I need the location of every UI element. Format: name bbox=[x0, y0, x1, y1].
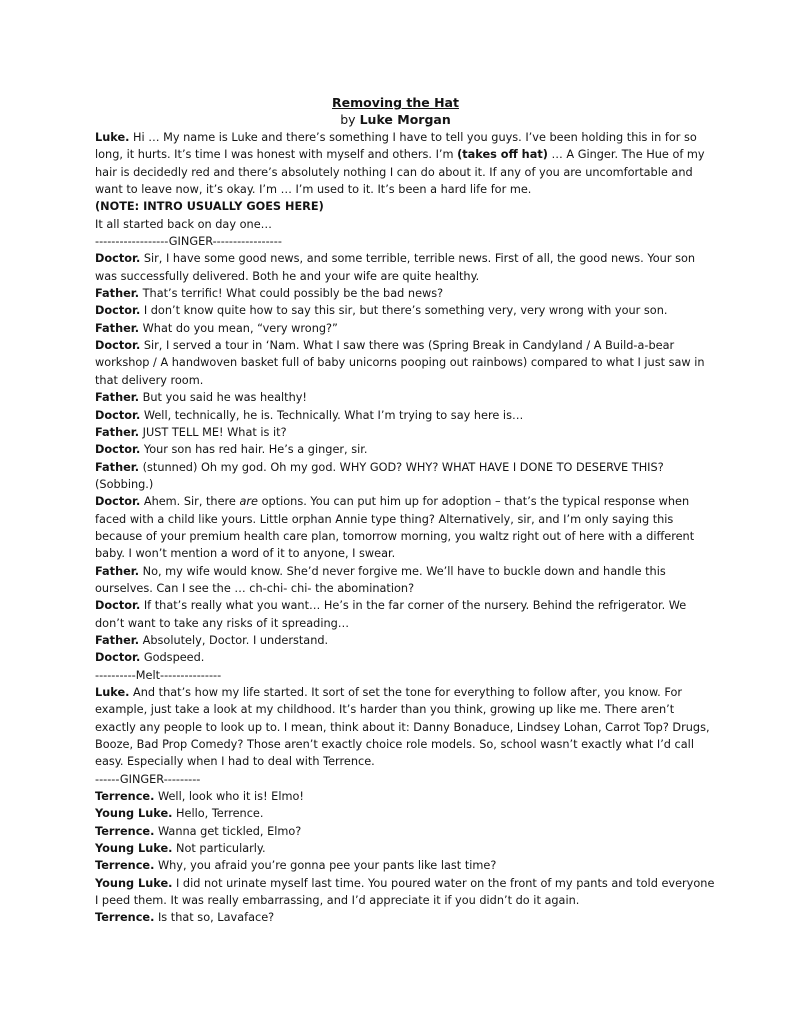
speaker-name: Doctor. bbox=[95, 304, 141, 318]
speaker-name: Young Luke. bbox=[95, 807, 173, 821]
speaker-name: Father. bbox=[95, 391, 140, 405]
script-line bbox=[95, 788, 717, 805]
dialogue-text: ------------------GINGER----------------- bbox=[95, 235, 282, 249]
script-line bbox=[95, 459, 717, 494]
script-line bbox=[95, 857, 717, 874]
dialogue-text: Is that so, Lavaface? bbox=[154, 911, 275, 925]
dialogue-text: Sir, I have some good news, and some terrible, terrible news. First of all, the good news. Your son was successfully delivered. Both he and your wife are quite healthy. bbox=[95, 252, 696, 283]
speaker-name: Young Luke. bbox=[95, 842, 173, 856]
script-line bbox=[95, 909, 717, 926]
script-line bbox=[95, 302, 717, 319]
dialogue-text: Hello, Terrence. bbox=[172, 807, 264, 821]
speaker-name: Terrence. bbox=[95, 911, 155, 925]
dialogue-text: And that’s how my life started. It sort of set the tone for everything to follow after, you know. For example, just take a look at my childhood. It’s harder than you think, growing up like me. There aren’t exactly any people to look up to. I mean, think about it: Danny Bonaduce, Lindsey Lohan, Carrot Top? Drugs, Booze, Bad Prop Comedy? Those aren’t exactly choice role models. So, school wasn’t exactly what I’d call easy. Especially when I had to deal with Terrence. bbox=[95, 686, 710, 769]
speaker-name: Doctor. bbox=[95, 408, 141, 422]
script-line bbox=[95, 389, 717, 406]
script-line bbox=[95, 771, 717, 788]
script-line bbox=[95, 250, 717, 285]
script-line bbox=[95, 285, 717, 302]
stage-direction: (takes off hat) bbox=[457, 148, 548, 162]
script-line bbox=[95, 407, 717, 424]
script-line bbox=[95, 233, 717, 250]
dialogue-text: Ahem. Sir, there bbox=[140, 495, 240, 509]
script-line bbox=[95, 216, 717, 233]
script-line bbox=[95, 337, 717, 389]
speaker-name: Father. bbox=[95, 564, 140, 578]
dialogue-text: I don’t know quite how to say this sir, but there’s something very, very wrong with your son. bbox=[140, 304, 668, 318]
speaker-name: Father. bbox=[95, 425, 140, 439]
emphasis-text: are bbox=[239, 495, 259, 509]
script-line bbox=[95, 563, 717, 598]
speaker-name: Father. bbox=[95, 321, 140, 335]
script-line bbox=[95, 632, 717, 649]
script-line bbox=[95, 129, 717, 198]
dialogue-text: I did not urinate myself last time. You poured water on the front of my pants and told everyone I peed them. It was really embarrassing, and I’d appreciate it if you didn’t do it again. bbox=[95, 876, 715, 908]
speaker-name: Doctor. bbox=[95, 443, 141, 457]
dialogue-text-continued: … A Ginger. The Hue of my hair is decidedly red and there’s absolutely nothing I can do about it. If any of you are uncomfortable and want to leave now, it’s okay. I’m … I’m used to it. It’s been a hard life for me. bbox=[95, 148, 705, 197]
speaker-name: Luke. bbox=[95, 686, 130, 699]
script-line bbox=[95, 597, 717, 632]
speaker-name: Father. bbox=[95, 460, 140, 474]
script-line bbox=[95, 875, 717, 910]
speaker-name: Young Luke. bbox=[95, 876, 173, 890]
byline bbox=[0, 112, 791, 128]
dialogue-text: Why, you afraid you’re gonna pee your pants like last time? bbox=[154, 859, 497, 873]
speaker-name: Doctor. bbox=[95, 651, 141, 665]
speaker-name: Doctor. bbox=[95, 599, 141, 613]
dialogue-text: JUST TELL ME! What is it? bbox=[139, 425, 287, 439]
script-line bbox=[95, 667, 717, 684]
script-line bbox=[95, 320, 717, 337]
speaker-name: Terrence. bbox=[95, 790, 155, 804]
dialogue-text: Godspeed. bbox=[140, 651, 205, 665]
dialogue-text: Hi … My name is Luke and there’s something I have to tell you guys. I’ve been holding this in for so long, it hurts. It’s time I was honest with myself and others. I’m bbox=[95, 131, 697, 162]
dialogue-text: Your son has red hair. He’s a ginger, sir. bbox=[140, 443, 368, 457]
dialogue-text: It all started back on day one… bbox=[95, 217, 272, 231]
speaker-name: Doctor. bbox=[95, 339, 141, 353]
script-line bbox=[95, 840, 717, 857]
dialogue-text: That’s terrific! What could possibly be the bad news? bbox=[139, 287, 444, 301]
dialogue-text: What do you mean, “very wrong?” bbox=[139, 321, 338, 335]
script-line bbox=[95, 823, 717, 840]
speaker-name: Terrence. bbox=[95, 859, 155, 873]
dialogue-text: ----------Melt--------------- bbox=[95, 668, 222, 682]
dialogue-text: No, my wife would know. She’d never forgive me. We’ll have to buckle down and handle this ourselves. Can I see the … ch-chi- chi- the abomination? bbox=[95, 564, 666, 595]
script-line bbox=[95, 441, 717, 458]
speaker-name: Father. bbox=[95, 287, 140, 301]
dialogue-text: Well, look who it is! Elmo! bbox=[154, 790, 304, 804]
dialogue-text: ------GINGER--------- bbox=[95, 772, 201, 786]
dialogue-text: (stunned) Oh my god. Oh my god. WHY GOD? WHY? WHAT HAVE I DONE TO DESERVE THIS? (Sobbing.) bbox=[95, 460, 664, 491]
dialogue-text-continued: options. You can put him up for adoption – that’s the typical response when faced with a child like yours. Little orphan Annie type thing? Alternatively, sir, and I’m only saying this because of your premium health care plan, tomorrow morning, you waltz right out of here with a different baby. I won’t mention a word of it to anyone, I swear. bbox=[95, 495, 695, 561]
speaker-name: Luke. bbox=[95, 131, 130, 144]
dialogue-text: Well, technically, he is. Technically. What I’m trying to say here is… bbox=[140, 408, 524, 422]
dialogue-text: Not particularly. bbox=[172, 842, 266, 856]
script-line bbox=[95, 424, 717, 441]
script-body bbox=[95, 129, 717, 927]
dialogue-text: Sir, I served a tour in ‘Nam. What I saw there was (Spring Break in Candyland / A Build-a-bear workshop / A handwoven basket full of baby unicorns pooping out rainbows) compared to what I just saw in that delivery room. bbox=[95, 339, 705, 387]
script-line bbox=[95, 649, 717, 666]
speaker-name: Father. bbox=[95, 633, 140, 647]
speaker-name: Doctor. bbox=[95, 495, 141, 509]
dialogue-text: Absolutely, Doctor. I understand. bbox=[139, 633, 329, 647]
dialogue-text: If that’s really what you want… He’s in the far corner of the nursery. Behind the refrigerator. We don’t want to take any risks of it spreading… bbox=[95, 599, 687, 630]
byline-prefix: by bbox=[340, 112, 356, 127]
page-title: Removing the Hat bbox=[332, 95, 459, 110]
speaker-name: Doctor. bbox=[95, 252, 141, 266]
script-line bbox=[95, 493, 717, 562]
script-line bbox=[95, 684, 717, 771]
script-line bbox=[95, 198, 717, 215]
dialogue-text: But you said he was healthy! bbox=[139, 391, 307, 405]
speaker-name: Terrence. bbox=[95, 824, 155, 838]
author-name: Luke Morgan bbox=[359, 112, 451, 127]
bold-note: (NOTE: INTRO USUALLY GOES HERE) bbox=[95, 200, 324, 214]
dialogue-text: Wanna get tickled, Elmo? bbox=[154, 824, 302, 838]
script-line bbox=[95, 805, 717, 822]
